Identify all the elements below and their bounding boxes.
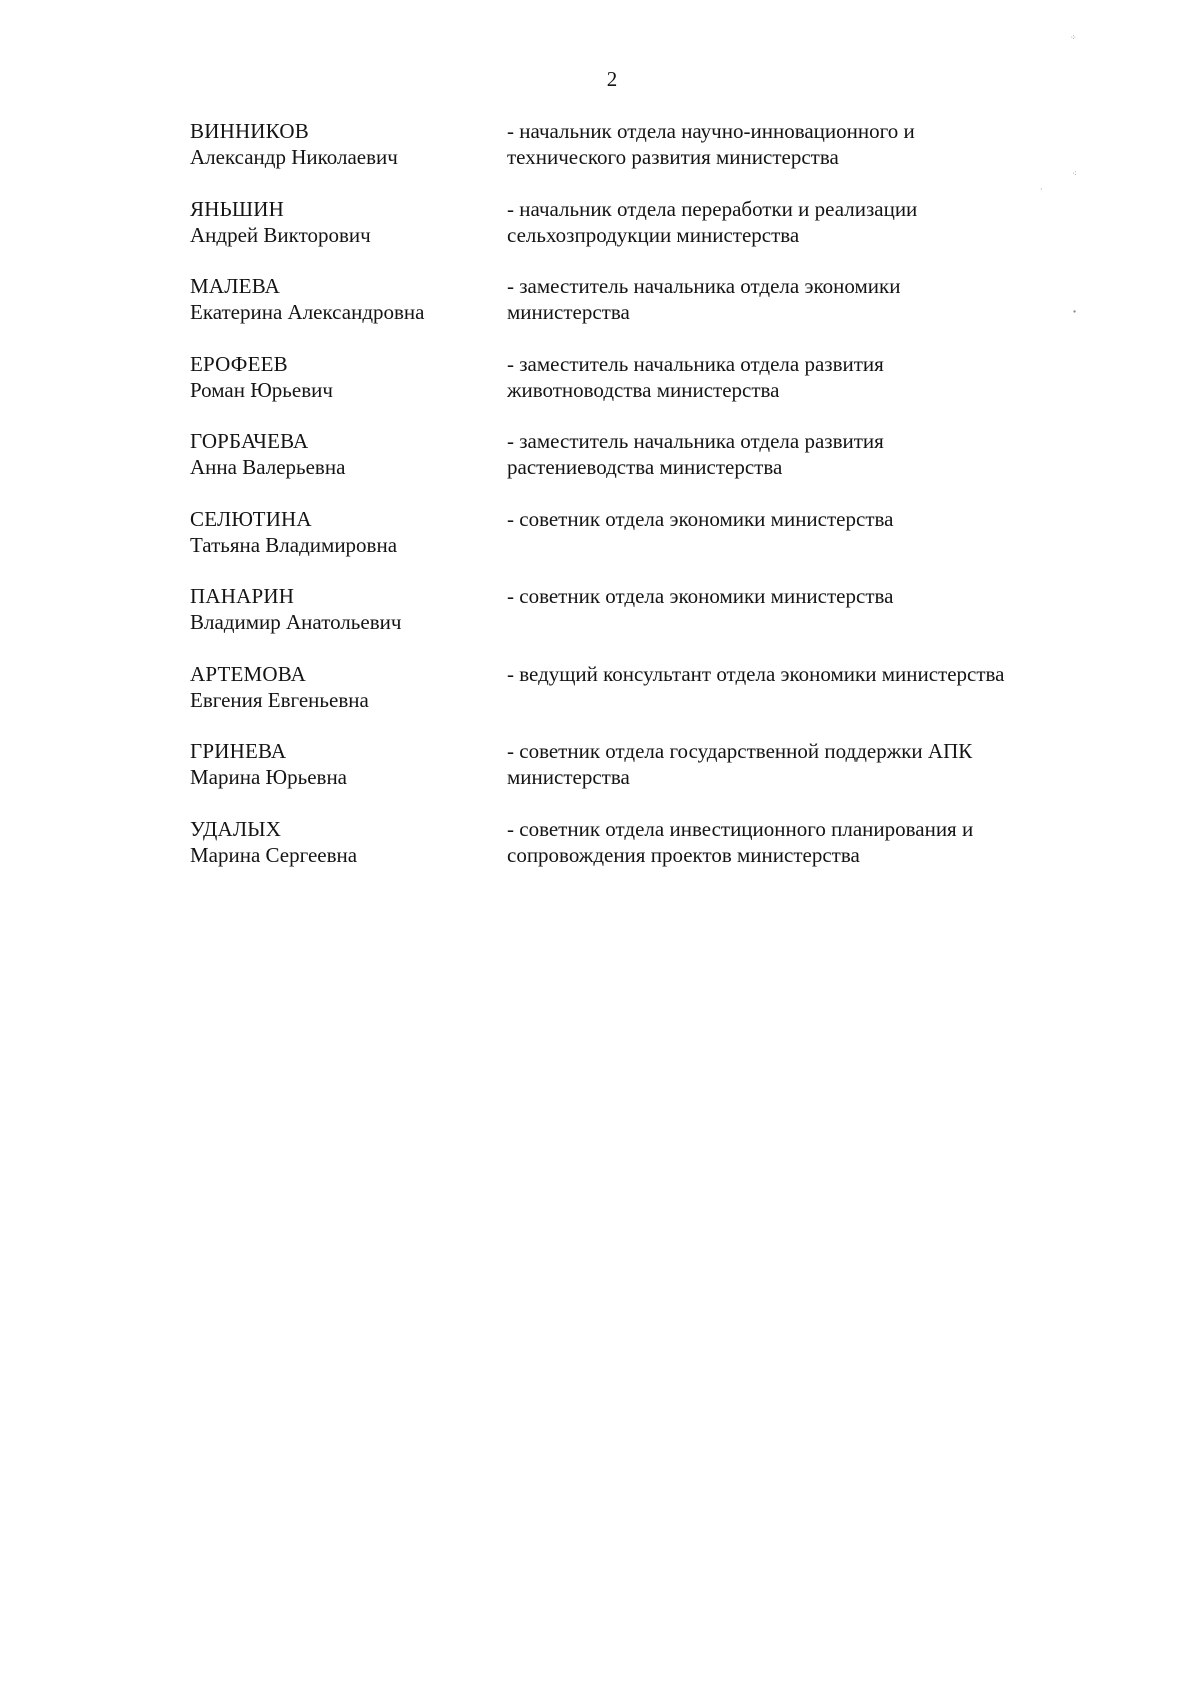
member-surname: УДАЛЫХ xyxy=(190,816,282,841)
member-row xyxy=(190,661,1020,739)
members-list xyxy=(190,118,1020,893)
member-row xyxy=(190,816,1020,894)
scan-artifact: ⁘ xyxy=(1070,33,1077,42)
member-position: - советник отдела государственной поддержки АПК министерства xyxy=(507,739,973,789)
member-row xyxy=(190,196,1020,274)
scan-artifact: ∙ xyxy=(1072,307,1078,316)
member-position: - заместитель начальника отдела экономики министерства xyxy=(507,274,901,324)
member-name xyxy=(190,506,507,584)
member-surname: АРТЕМОВА xyxy=(190,661,307,686)
member-surname: ПАНАРИН xyxy=(190,584,295,608)
member-position: - заместитель начальника отдела развития растениеводства министерства xyxy=(507,429,884,479)
member-position: - советник отдела инвестиционного планирования и сопровождения проектов министерства xyxy=(507,816,974,867)
member-surname: ВИННИКОВ xyxy=(190,119,309,143)
member-name xyxy=(190,428,507,506)
member-name xyxy=(190,816,507,894)
member-surname: СЕЛЮТИНА xyxy=(190,506,312,531)
member-given-names: Александр Николаевич xyxy=(190,145,398,169)
member-row xyxy=(190,351,1020,429)
member-name xyxy=(190,273,507,351)
member-given-names: Роман Юрьевич xyxy=(190,377,333,402)
scan-artifact: · xyxy=(1040,185,1043,194)
member-row xyxy=(190,428,1020,506)
member-given-names: Евгения Евгеньевна xyxy=(190,687,369,712)
member-given-names: Андрей Викторович xyxy=(190,222,371,247)
member-name xyxy=(190,196,507,274)
member-given-names: Владимир Анатольевич xyxy=(190,610,402,634)
member-position: - советник отдела экономики министерства xyxy=(507,584,894,608)
member-row xyxy=(190,506,1020,584)
member-row xyxy=(190,583,1020,661)
member-given-names: Татьяна Владимировна xyxy=(190,532,398,557)
member-given-names: Марина Юрьевна xyxy=(190,765,347,789)
member-position: - начальник отдела переработки и реализации сельхозпродукции министерства xyxy=(507,196,918,247)
member-name xyxy=(190,118,507,196)
member-surname: ЯНЬШИН xyxy=(190,196,284,221)
member-name xyxy=(190,738,507,816)
member-position: - ведущий консультант отдела экономики министерства xyxy=(507,661,1005,686)
page-number: 2 xyxy=(606,67,618,91)
member-surname: ГОРБАЧЕВА xyxy=(190,429,309,453)
member-given-names: Екатерина Александровна xyxy=(190,300,425,324)
member-row xyxy=(190,738,1020,816)
member-position: - начальник отдела научно-инновационного и технического развития министерства xyxy=(507,119,915,169)
member-surname: ЕРОФЕЕВ xyxy=(190,351,288,376)
member-name xyxy=(190,583,507,661)
member-surname: ГРИНЕВА xyxy=(190,739,287,763)
member-name xyxy=(190,351,507,429)
member-position: - советник отдела экономики министерства xyxy=(507,506,894,531)
member-name xyxy=(190,661,507,739)
member-given-names: Анна Валерьевна xyxy=(190,455,346,479)
member-row xyxy=(190,118,1020,196)
member-position: - заместитель начальника отдела развития животноводства министерства xyxy=(507,351,884,402)
scan-artifact: ⁖ xyxy=(1072,169,1077,178)
member-given-names: Марина Сергеевна xyxy=(190,842,358,867)
member-surname: МАЛЕВА xyxy=(190,274,280,298)
member-row xyxy=(190,273,1020,351)
